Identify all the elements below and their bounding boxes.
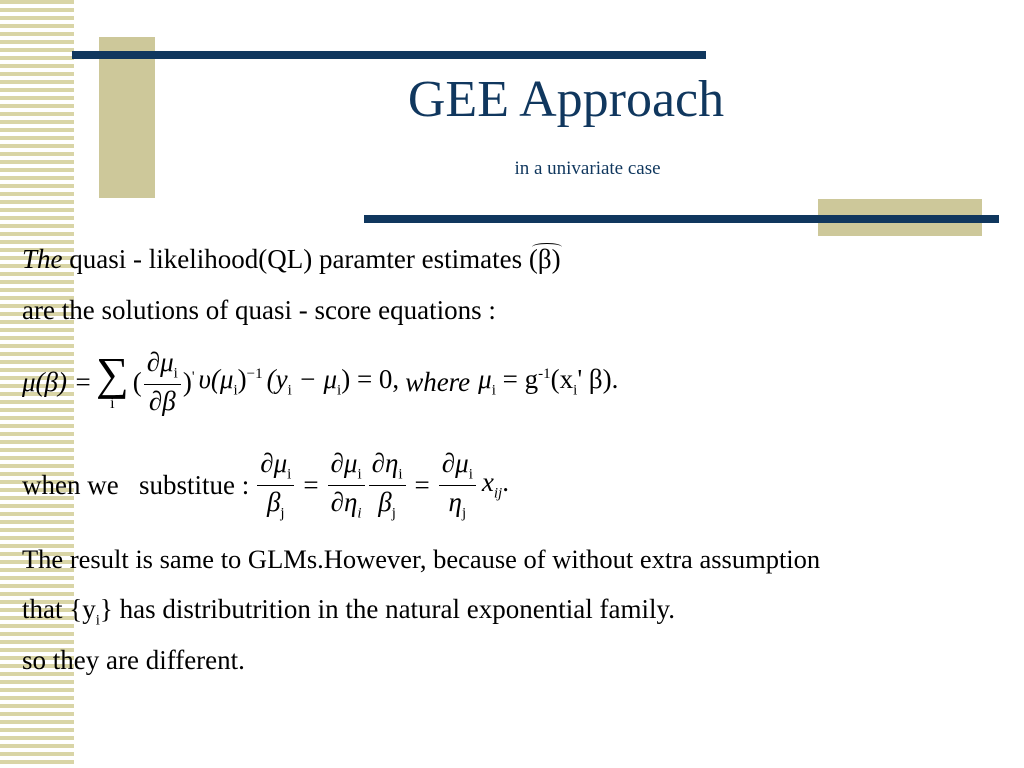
body-line-3: The result is same to GLMs.However, because of without extra assumption — [22, 544, 821, 574]
where-word: where — [405, 366, 471, 397]
frac-dmu-beta: $\frac{\partial\mu_i}{\beta_j}$ — [257, 449, 294, 522]
eq1-open-paren: ( — [132, 366, 142, 397]
frac-dmu-eta: $\frac{\partial\mu_i}{\eta_j}$ — [439, 449, 476, 522]
substitution-equation — [22, 440, 509, 530]
ql-text: quasi - likelihood(QL) paramter estimates — [69, 244, 523, 274]
slide-subtitle: in a univariate case — [514, 158, 661, 179]
variance-term: $\upsilon(\mu_i)^{-1}$ — [198, 364, 263, 399]
decorative-navy-bar-bottom — [364, 215, 999, 223]
derivative-fraction: $\frac{\partial\mu_i}{\partial\beta}$ — [144, 348, 181, 417]
quasi-score-equation — [22, 340, 618, 424]
frac-deta-beta: $\frac{\partial\eta_i}{\beta_j}$ — [369, 449, 406, 522]
decorative-navy-bar-top — [72, 51, 706, 59]
eq2-label: when we substitue : — [22, 469, 250, 500]
summation-symbol: ∑ i — [95, 348, 129, 412]
body-line-1 — [22, 246, 561, 273]
eq2-equals-2: = — [414, 469, 430, 500]
x-ij-term: $x_{ij}$. — [481, 467, 509, 502]
eq1-lhs: μ(β) = — [22, 366, 92, 397]
beta-hat: (β) — [528, 244, 561, 274]
body-line-4: that $\{y_i\}$ has distributrition in the natural exponential family. — [22, 594, 675, 629]
decorative-tan-block-left — [99, 37, 155, 198]
residual-term: $(y_i - \mu_i) = 0$, — [266, 364, 400, 399]
link-definition: $\mu_i = g^{-1}(x_i'$ β). — [478, 364, 619, 399]
slide-title: GEE Approach — [407, 71, 725, 128]
the-word: The — [22, 244, 63, 274]
frac-dmu-deta: $\frac{\partial\mu_i}{\partial\eta_i}$ — [328, 449, 365, 522]
eq2-equals-1: = — [303, 469, 319, 500]
eq1-close-paren: )' — [182, 366, 195, 397]
body-line-2: are the solutions of quasi - score equations : — [22, 295, 496, 325]
body-line-5: so they are different. — [22, 645, 245, 675]
